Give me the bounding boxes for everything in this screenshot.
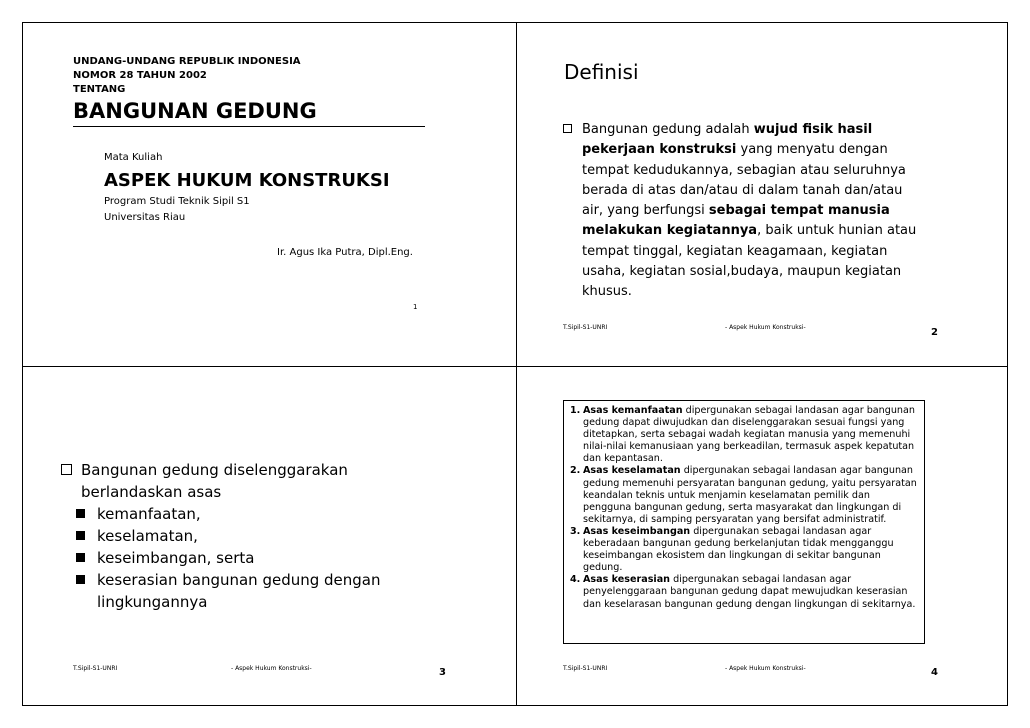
- checkbox-bullet-icon: [563, 124, 572, 133]
- principles-intro: Bangunan gedung diselenggarakan berlandaskan asas: [61, 459, 401, 503]
- checkbox-bullet-icon: [61, 464, 72, 475]
- square-bullet-icon: [76, 509, 85, 518]
- slide2-title: Definisi: [564, 60, 639, 84]
- slide2-page-number: 2: [931, 327, 938, 338]
- university-name: Universitas Riau: [104, 212, 186, 223]
- list-item: keseimbangan, serta: [76, 547, 401, 569]
- list-item: keselamatan,: [76, 525, 401, 547]
- list-item: kemanfaatan,: [76, 503, 401, 525]
- list-item: 2. Asas keselamatan dipergunakan sebagai landasan agar bangunan gedung memenuhi persyaratan bangunan gedung, yaitu persyaratan keandalan teknis untuk menjamin keselamatan pemilik dan pengguna bangunan gedung, serta masyarakat dan lingkungan di sekitarnya, di samping persyaratan yang bersifat administratif.: [570, 465, 917, 525]
- slide1-page-number: 1: [413, 303, 418, 311]
- list-item: keserasian bangunan gedung dengan lingkungannya: [76, 569, 401, 613]
- law-line-2: NOMOR 28 TAHUN 2002: [73, 70, 207, 81]
- principles-detail-box: [563, 400, 925, 644]
- handout-sheet: [22, 22, 1008, 706]
- slide2-footer-left: T.Sipil-S1-UNRI: [563, 324, 608, 331]
- slide1-title: BANGUNAN GEDUNG: [73, 99, 317, 123]
- square-bullet-icon: [76, 531, 85, 540]
- list-item: 3. Asas keseimbangan dipergunakan sebagai landasan agar keberadaan bangunan gedung berkelanjutan tidak mengganggu keseimbangan ekosistem dan lingkungan di sekitar bangunan gedung.: [570, 525, 894, 574]
- author-name: Ir. Agus Ika Putra, Dipl.Eng.: [277, 247, 413, 258]
- law-header: [73, 55, 301, 97]
- title-rule: [73, 126, 425, 127]
- law-line-3: TENTANG: [73, 84, 126, 95]
- horizontal-divider: [23, 366, 1007, 367]
- principles-list: [61, 503, 401, 613]
- law-line-1: UNDANG-UNDANG REPUBLIK INDONESIA: [73, 56, 301, 67]
- definition-block: [563, 120, 923, 303]
- definition-text: Bangunan gedung adalah wujud fisik hasil pekerjaan konstruksi yang menyatu dengan tempat kedudukannya, sebagian atau seluruhnya berada di atas dan/atau di dalam tanah dan/atau air, yang berfungsi sebagai tempat manusia melakukan kegiatannya, baik untuk hunian atau tempat tinggal, kegiatan keagamaan, kegiatan usaha, kegiatan sosial,budaya, maupun kegiatan khusus.: [582, 122, 917, 300]
- slide4-page-number: 4: [931, 667, 938, 678]
- slide4-footer-left: T.Sipil-S1-UNRI: [563, 665, 608, 672]
- list-item: 1. Asas kemanfaatan dipergunakan sebagai landasan agar bangunan gedung dapat diwujudkan dan diselenggarakan sesuai fungsi yang ditetapkan, serta sebagai wadah kegiatan manusia yang memenuhi nilai-nilai kemanusiaan yang berkeadilan, termasuk aspek kepatutan dan kepantasan.: [570, 405, 915, 465]
- program-name: Program Studi Teknik Sipil S1: [104, 196, 250, 207]
- square-bullet-icon: [76, 575, 85, 584]
- principles-block: [61, 459, 401, 613]
- slide4-footer-center: - Aspek Hukum Konstruksi-: [725, 665, 806, 672]
- slide2-footer-center: - Aspek Hukum Konstruksi-: [725, 324, 806, 331]
- slide3-page-number: 3: [439, 667, 446, 678]
- course-title: ASPEK HUKUM KONSTRUKSI: [104, 170, 390, 191]
- program-info: [104, 194, 250, 226]
- slide3-footer-center: - Aspek Hukum Konstruksi-: [231, 665, 312, 672]
- course-label: Mata Kuliah: [104, 152, 163, 163]
- list-item: 4. Asas keserasian dipergunakan sebagai landasan agar penyelenggaraan bangunan gedung dapat mewujudkan keserasian dan keselarasan bangunan gedung dengan lingkungan di sekitarnya.: [570, 574, 916, 610]
- vertical-divider: [516, 23, 517, 705]
- slide3-footer-left: T.Sipil-S1-UNRI: [73, 665, 118, 672]
- square-bullet-icon: [76, 553, 85, 562]
